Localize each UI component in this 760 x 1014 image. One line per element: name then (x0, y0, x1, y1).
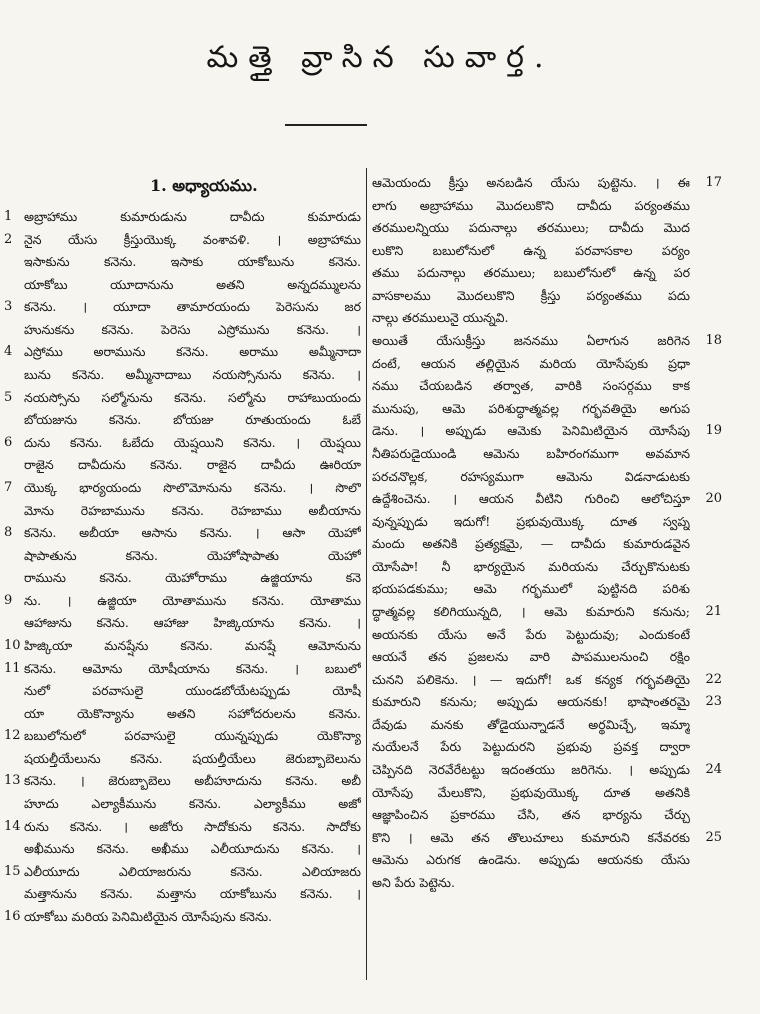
line-text: దును కనెను. ఓబేదు యెష్షయిని కనెను. । యెష్షయి (24, 434, 361, 450)
text-line (0, 206, 363, 229)
line-text: బబులోనులో పరవాసులై యున్నప్పుడు యెకొన్యా (24, 728, 361, 744)
line-text: తరములన్నియు పదునాల్గు తరములు; దావీదు మొద (372, 220, 690, 236)
line-text: కనెను. । యూదా తామారయందు పెరెసును జర (24, 299, 361, 315)
line-text: ఎస్రోము అరామును కనెను. అరాము అమ్మీనాదా (24, 344, 361, 360)
text-line (370, 578, 722, 601)
line-text: ఉద్దేశించెను. । ఆయన వీటిని గురించి ఆలోచిస్తూ (372, 491, 690, 507)
line-text: యా యెకొన్యాను అతని సహోదరులను కనెను. (24, 705, 361, 721)
line-text: నైన యేసు క్రీస్తుయొక్క వంశావళి. । అబ్రాహాము (24, 231, 361, 247)
verse-number: 25 (705, 829, 722, 845)
text-line (0, 229, 363, 252)
text-line (370, 240, 722, 263)
line-text: నుయేలనే పేరు పెట్టుదురని ప్రభువు ప్రవక్త ద్వారా (372, 739, 690, 755)
verse-number: 22 (705, 671, 722, 687)
text-line (0, 906, 363, 929)
line-text: యోసేపు మేలుకొని, ప్రభువుయొక్క దూత అతనికి (372, 784, 690, 800)
text-line (0, 454, 363, 477)
verse-number: 2 (4, 231, 13, 247)
text-line (370, 601, 722, 624)
line-text: వాసకాలము మొదలుకొని క్రీస్తు పర్యంతము పదు (372, 287, 690, 303)
verse-number: 16 (4, 908, 21, 924)
verse-number: 11 (4, 660, 21, 676)
line-text: అయితే యేసుక్రీస్తు జననము ఏలాగున జరిగెన (372, 333, 690, 349)
line-text: నులో పరవాసులై యుండబోయేటప్పుడు యోషీ (24, 683, 361, 699)
text-line (0, 658, 363, 681)
text-line (370, 804, 722, 827)
line-text: యాకోబు యూదానును అతని అన్నదమ్ములను (24, 276, 361, 292)
text-line (0, 545, 363, 568)
line-text: షాపాతును కనెను. యెహోషాపాతు యెహో (24, 547, 361, 563)
verse-number: 13 (4, 773, 21, 789)
text-line (370, 488, 722, 511)
verse-number: 6 (4, 434, 13, 450)
verse-number: 24 (705, 762, 722, 778)
text-line (0, 296, 363, 319)
column-divider (366, 168, 367, 980)
left-column (0, 172, 363, 929)
line-text: బోయజును కనెను. బోయజు రూతుయందు ఓబే (24, 412, 361, 428)
text-line (0, 567, 363, 590)
line-text: నీతిపరుడైయుండి ఆమెను బహిరంగముగా అవమాన (372, 445, 690, 461)
line-text: హిజ్కియా మనష్షేను కనెను. మనష్షే ఆమోనును (24, 637, 361, 653)
line-text: షయల్తీయేలును కనెను. షయల్తీయేలు జెరుబ్బాబెలును (24, 750, 361, 766)
line-text: కొని । ఆమె తన తొలుచూలు కుమారుని కనేవరకు (372, 829, 690, 845)
text-line (370, 849, 722, 872)
text-line (0, 680, 363, 703)
line-text: కనెను. । జెరుబ్బాబెలు అబీహూదును కనెను. అబీ (24, 773, 361, 789)
text-line (0, 522, 363, 545)
verse-number: 7 (4, 479, 13, 495)
line-text: అఖీమును కనెను. అఖీము ఎలీయూదును కనెను. । (24, 841, 361, 857)
line-text: ద్ధాత్మవల్ల కలిగియున్నది, । ఆమె కుమారుని కనును; (372, 603, 690, 619)
text-line (370, 443, 722, 466)
line-text: నాల్గు తరములునై యున్నవి. (372, 310, 509, 326)
verse-number: 5 (4, 389, 13, 405)
text-line (370, 624, 722, 647)
line-text: అయనకు యేసు అనే పేరు పెట్టుదువు; ఎందుకంటే (372, 626, 690, 642)
text-line (0, 500, 363, 523)
line-text: నము చేయబడిన తర్వాత, వారికి సంసర్గము కాక (372, 378, 690, 394)
text-line (370, 511, 722, 534)
text-line (0, 409, 363, 432)
line-text: మందు అతనికి ప్రత్యక్షమై, — దావీదు కుమారుడవైన (372, 536, 690, 552)
text-line (0, 387, 363, 410)
line-text: ఆయనే తన ప్రజలను వారి పాపములనుంచి రక్షిం (372, 649, 690, 665)
text-line (370, 782, 722, 805)
text-line (370, 285, 722, 308)
line-text: ఆమెయందు క్రీస్తు అనబడిన యేసు పుట్టెను. । ఈ (372, 175, 690, 190)
line-text: హూదు ఎల్యాకీమును కనెను. ఎల్యాకీము అజో (24, 796, 361, 812)
verse-number: 17 (705, 175, 722, 190)
text-line (370, 195, 722, 218)
line-text: వున్నప్పుడు ఇదుగో! ప్రభువుయొక్క దూత స్వప్న (372, 513, 690, 529)
text-line (370, 691, 722, 714)
verse-number: 15 (4, 863, 21, 879)
line-text: దంటే, ఆయన తల్లియైన మరియ యోసేపుకు ప్రధా (372, 355, 690, 371)
line-text: ఆజ్ఞాపించిన ప్రకారము చేసి, తన భార్యను చేర్చు (372, 807, 690, 823)
text-line (0, 274, 363, 297)
line-text: తము పదునాల్గు తరములు; బబులోనులో ఉన్న పర (372, 265, 690, 281)
line-text: రామును కనెను. యెహోరాము ఉజ్జియాను కనె (24, 570, 361, 586)
line-text: రాజైన దావీదును కనెను. రాజైన దావీదు ఊరియా (24, 457, 361, 473)
text-line (370, 398, 722, 421)
line-text: చునని పలికెను. । — ఇదుగో! ఒక కన్యక గర్భవతియై (372, 671, 690, 687)
page-title: మత్తై వ్రాసిన సువార్త. (206, 40, 554, 75)
line-text: హునుకను కనెను. పెరెసు ఎస్రోమును కనెను. । (24, 321, 361, 337)
line-text: డెను. । అప్పుడు ఆమెకు పెనిమిటియైన యోసేపు (372, 423, 690, 439)
verse-number: 23 (705, 694, 722, 710)
line-text: కనెను. ఆమోను యోషీయాను కనెను. । బబులో (24, 660, 361, 676)
line-text: యొక్క భార్యయందు సొలొమోనును కనెను. । సొలొ (24, 479, 361, 495)
text-line (370, 759, 722, 782)
text-line (0, 703, 363, 726)
text-line (0, 883, 363, 906)
text-line (0, 319, 363, 342)
line-text: యాకోబు మరియ పెనిమిటియైన యోసేపును కనెను. (24, 908, 273, 924)
verse-number: 14 (4, 818, 21, 834)
line-text: ను. । ఉజ్జియా యోతామును కనెను. యోతాము (24, 592, 361, 608)
text-line (0, 477, 363, 500)
text-line (370, 353, 722, 376)
text-line (0, 725, 363, 748)
verse-number: 4 (4, 344, 13, 360)
text-line (0, 838, 363, 861)
text-line (370, 262, 722, 285)
chapter-heading: 1. అధ్యాయము. (150, 176, 258, 195)
line-text: చెప్పినది నెరవేరేటట్టు ఇదంతయు జరిగెను. । అప్పుడు (372, 762, 690, 778)
right-column (370, 172, 722, 895)
text-line (370, 420, 722, 443)
line-text: మత్తానును కనెను. మత్తాను యాకోబును కనెను. । (24, 886, 361, 902)
line-text: లాగు అబ్రాహాము మొదలుకొని దావీదు పర్యంతము (372, 197, 690, 213)
text-line (0, 635, 363, 658)
text-line (370, 172, 722, 195)
line-text: లుకొని బబులోనులో ఉన్న పరవాసకాల పర్యం (372, 242, 690, 258)
text-line (370, 330, 722, 353)
text-line (0, 251, 363, 274)
text-line (0, 590, 363, 613)
text-line (0, 364, 363, 387)
line-text: రును కనెను. । అజోరు సాదోకును కనెను. సాదోకు (24, 818, 361, 834)
text-line (0, 341, 363, 364)
text-line (0, 748, 363, 771)
text-line (370, 872, 722, 895)
text-line (0, 861, 363, 884)
text-line (370, 217, 722, 240)
text-line (0, 612, 363, 635)
verse-number: 1 (4, 209, 13, 224)
text-line (370, 827, 722, 850)
text-line (0, 816, 363, 839)
verse-number: 21 (705, 603, 722, 619)
line-text: మోను రెహబామును కనెను. రెహబాము అబీయాను (24, 502, 361, 518)
line-text: ఎలీయూదు ఎలియాజరును కనెను. ఎలియాజరు (24, 863, 361, 879)
verse-number: 3 (4, 299, 13, 315)
text-line (0, 432, 363, 455)
line-text: యోసేపా! నీ భార్యయైన మరియను చేర్చుకొనుటకు (372, 558, 690, 574)
line-text: భయపడకుము; ఆమె గర్భములో పుట్టినది పరిశు (372, 581, 690, 597)
verse-number: 9 (4, 592, 13, 608)
verse-number: 10 (4, 637, 21, 653)
line-text: కనెను. అబీయా ఆసాను కనెను. । ఆసా యెహో (24, 525, 361, 541)
line-text: దేవుడు మనకు తోడైయున్నాడనే అర్థమిచ్చే, ఇమ్మా (372, 716, 690, 732)
line-text: ఇసాకును కనెను. ఇసాకు యాకోబును కనెను. (24, 254, 361, 270)
text-line (370, 714, 722, 737)
line-text: కుమారుని కనును; అప్పుడు ఆయనకు! భాషాంతరమై (372, 694, 690, 710)
line-text: ఆహాజును కనెను. ఆహాజు హిజ్కియాను కనెను. । (24, 615, 361, 631)
text-line (370, 307, 722, 330)
line-text: అని పేరు పెట్టెను. (372, 874, 455, 890)
verse-number: 19 (705, 423, 722, 439)
text-line (370, 556, 722, 579)
verse-number: 20 (705, 491, 722, 507)
line-text: పరచనొల్లక, రహస్యముగా ఆమెను విడనాడుటకు (372, 468, 690, 484)
verse-number: 8 (4, 525, 13, 541)
text-line (370, 375, 722, 398)
verse-number: 12 (4, 728, 21, 744)
verse-number: 18 (705, 333, 722, 349)
title-rule (285, 124, 367, 126)
text-line (0, 793, 363, 816)
line-text: నయస్సోను సల్మోనును కనెను. సల్మోను రాహాబుయందు (24, 389, 361, 405)
line-text: అబ్రాహాము కుమారుడును దావీదు కుమారుడు (24, 209, 361, 224)
text-line (370, 669, 722, 692)
text-line (370, 646, 722, 669)
text-line (370, 736, 722, 759)
text-line (370, 466, 722, 489)
line-text: మునుపు, ఆమె పరిశుద్ధాత్మవల్ల గర్భవతియై అగుప (372, 400, 690, 416)
text-line (0, 770, 363, 793)
line-text: ఆమెను ఎరుగక ఉండెను. అప్పుడు ఆయనకు యేసు (372, 852, 690, 868)
line-text: బును కనెను. అమ్మీనాదాబు నయస్సోనును కనెను. । (24, 367, 361, 383)
text-line (370, 533, 722, 556)
